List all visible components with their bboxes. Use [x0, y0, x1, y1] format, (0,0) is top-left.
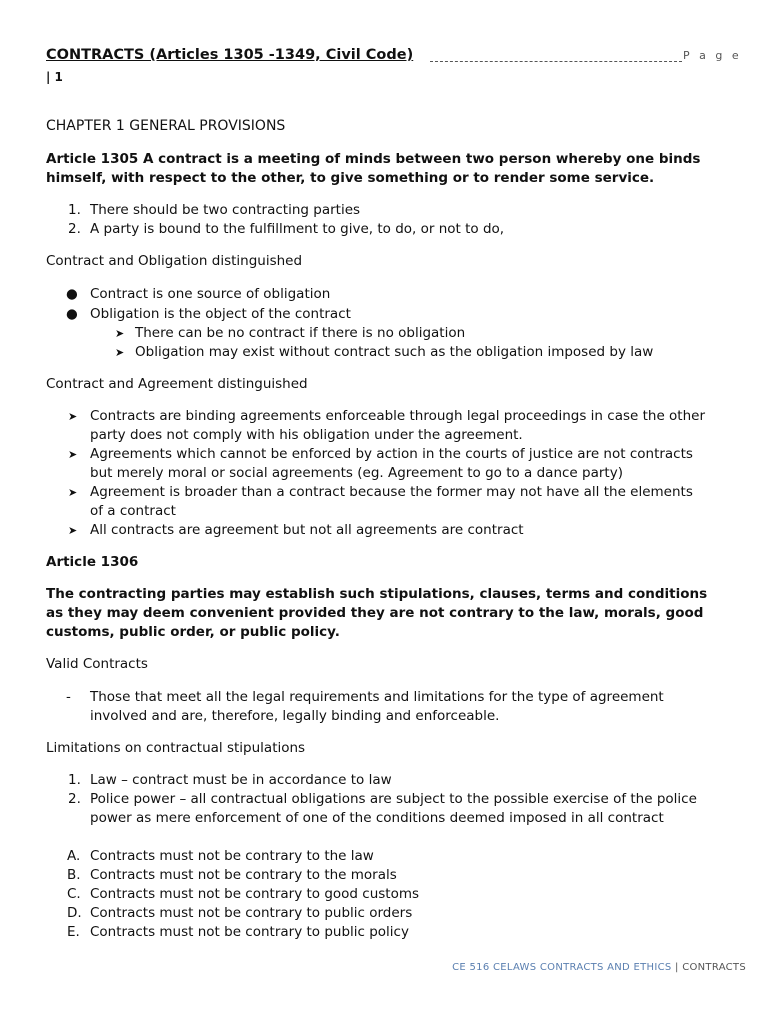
- header-leader-dots: [430, 61, 682, 62]
- document-title: CONTRACTS (Articles 1305 -1349, Civil Code): [46, 47, 414, 63]
- arrow-bullet-icon: ➤: [68, 486, 78, 499]
- list-marker: -: [66, 689, 71, 705]
- chapter-heading: CHAPTER 1 GENERAL PROVISIONS: [46, 118, 286, 134]
- arrow-bullet-icon: ➤: [68, 448, 78, 461]
- list-item: Contract is one source of obligation: [90, 286, 331, 302]
- page-label: P a g e: [683, 49, 742, 62]
- list-item: Obligation may exist without contract such as the obligation imposed by law: [135, 344, 654, 360]
- list-marker: C.: [67, 886, 81, 902]
- arrow-bullet-icon: ➤: [68, 410, 78, 423]
- page-number: | 1: [46, 70, 63, 84]
- list-item: Contracts must not be contrary to the morals: [90, 867, 397, 883]
- section-heading-limitations: Limitations on contractual stipulations: [46, 740, 306, 756]
- list-item-continuation: but merely moral or social agreements (eg. Agreement to go to a dance party): [90, 465, 623, 481]
- list-item-continuation: party does not comply with his obligation under the agreement.: [90, 427, 523, 443]
- list-item: Contracts must not be contrary to the law: [90, 848, 374, 864]
- list-item-continuation: of a contract: [90, 503, 176, 519]
- list-marker: E.: [67, 924, 80, 940]
- list-marker: 2.: [68, 221, 81, 237]
- article-1306-line-1: The contracting parties may establish such stipulations, clauses, terms and conditions: [46, 586, 708, 602]
- list-item: Contracts are binding agreements enforceable through legal proceedings in case the other: [90, 408, 706, 424]
- section-heading-contract-obligation: Contract and Obligation distinguished: [46, 253, 303, 269]
- list-marker: 1.: [68, 202, 81, 218]
- list-item: There can be no contract if there is no obligation: [135, 325, 466, 341]
- list-item-continuation: power as mere enforcement of one of the conditions deemed imposed in all contract: [90, 810, 664, 826]
- section-heading-contract-agreement: Contract and Agreement distinguished: [46, 376, 308, 392]
- article-1306-heading: Article 1306: [46, 554, 139, 570]
- list-marker: A.: [67, 848, 81, 864]
- list-item-continuation: involved and are, therefore, legally binding and enforceable.: [90, 708, 500, 724]
- list-item: Agreements which cannot be enforced by action in the courts of justice are not contracts: [90, 446, 693, 462]
- list-item: Law – contract must be in accordance to law: [90, 772, 392, 788]
- footer-section: CONTRACTS: [682, 962, 746, 973]
- list-item: A party is bound to the fulfillment to give, to do, or not to do,: [90, 221, 505, 237]
- bullet-icon: ●: [66, 306, 78, 322]
- page-footer: [452, 962, 746, 973]
- article-1306-line-3: customs, public order, or public policy.: [46, 624, 340, 640]
- list-marker: D.: [67, 905, 82, 921]
- list-marker: 2.: [68, 791, 81, 807]
- list-item: Those that meet all the legal requirements and limitations for the type of agreement: [90, 689, 664, 705]
- list-item: Contracts must not be contrary to good customs: [90, 886, 420, 902]
- list-item: Agreement is broader than a contract because the former may not have all the elements: [90, 484, 693, 500]
- list-item: There should be two contracting parties: [90, 202, 361, 218]
- footer-separator: |: [675, 962, 679, 973]
- list-marker: 1.: [68, 772, 81, 788]
- list-item: Police power – all contractual obligations are subject to the possible exercise of the police: [90, 791, 697, 807]
- article-1306-line-2: as they may deem convenient provided they are not contrary to the law, morals, good: [46, 605, 704, 621]
- list-item: All contracts are agreement but not all agreements are contract: [90, 522, 524, 538]
- list-item: Contracts must not be contrary to public orders: [90, 905, 413, 921]
- footer-course: CE 516 CELAWS CONTRACTS AND ETHICS: [452, 962, 672, 973]
- list-item: Contracts must not be contrary to public policy: [90, 924, 409, 940]
- section-heading-valid-contracts: Valid Contracts: [46, 656, 148, 672]
- bullet-icon: ●: [66, 286, 78, 302]
- list-marker: B.: [67, 867, 81, 883]
- arrow-bullet-icon: ➤: [68, 524, 78, 537]
- arrow-bullet-icon: ➤: [115, 346, 125, 359]
- article-1305-line-1: Article 1305 A contract is a meeting of minds between two person whereby one binds: [46, 151, 701, 167]
- article-1305-line-2: himself, with respect to the other, to give something or to render some service.: [46, 170, 655, 186]
- arrow-bullet-icon: ➤: [115, 327, 125, 340]
- list-item: Obligation is the object of the contract: [90, 306, 351, 322]
